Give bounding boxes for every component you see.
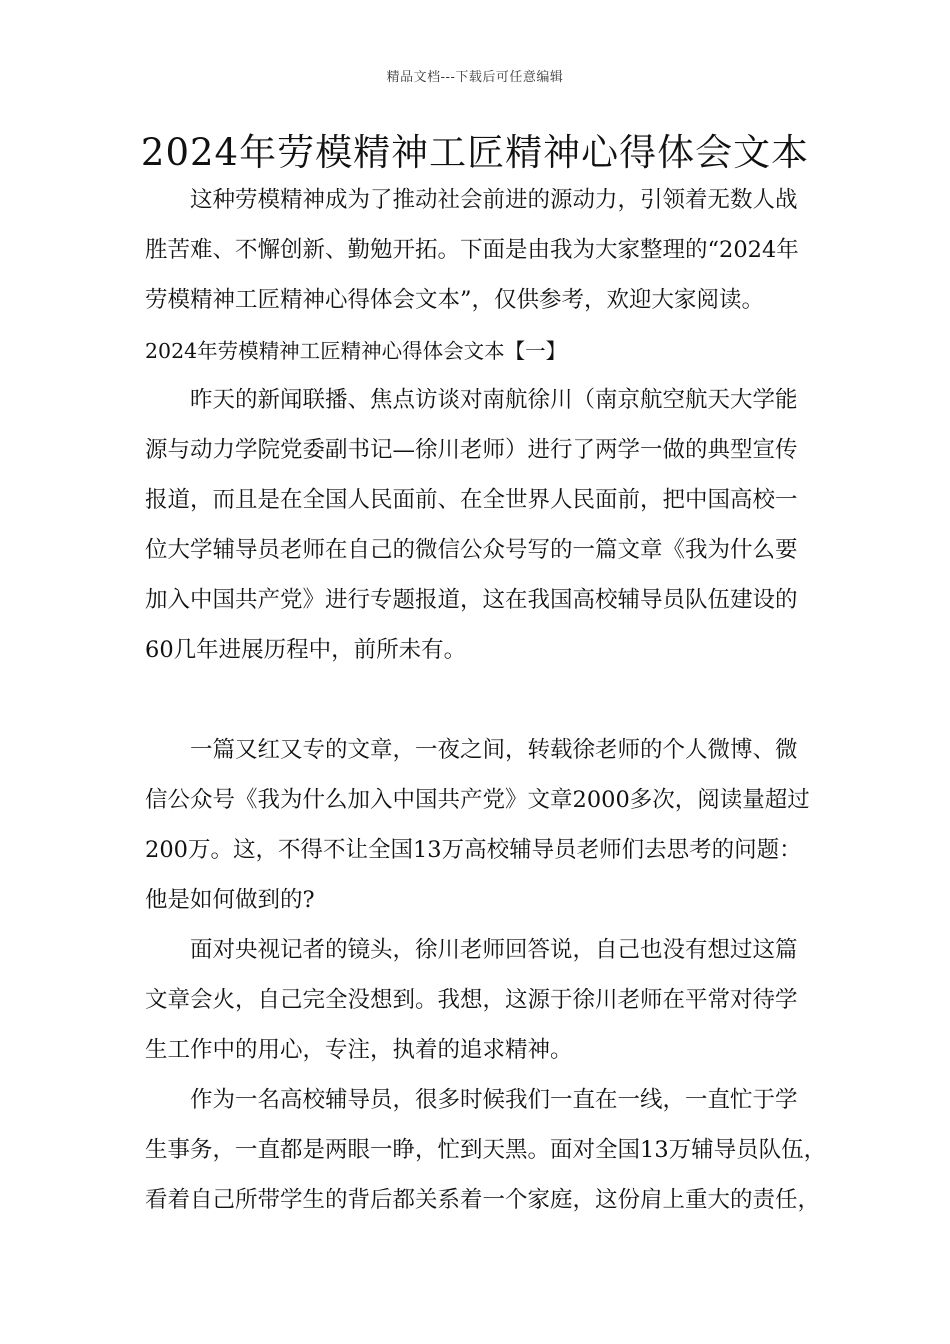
para1-line-6: 60几年进展历程中，前所未有。 (145, 637, 467, 663)
para4-line-2: 生事务，一直都是两眼一睁，忙到天黑。面对全国13万辅导员队伍， (145, 1137, 827, 1163)
para2-line-2: 信公众号《我为什么加入中国共产党》文章2000多次，阅读量超过 (145, 787, 810, 813)
para3-line-3: 生工作中的用心，专注，执着的追求精神。 (145, 1037, 573, 1063)
para3-line-2: 文章会火，自己完全没想到。我想，这源于徐川老师在平常对待学 (145, 987, 798, 1013)
para4-line-1: 作为一名高校辅导员，很多时候我们一直在一线，一直忙于学 (190, 1087, 798, 1113)
intro-line-1: 这种劳模精神成为了推动社会前进的源动力，引领着无数人战 (190, 187, 798, 213)
intro-line-3: 劳模精神工匠精神心得体会文本”，仅供参考，欢迎大家阅读。 (145, 287, 765, 313)
para1-line-3: 报道，而且是在全国人民面前、在全世界人民面前，把中国高校一 (145, 487, 798, 513)
para1-line-4: 位大学辅导员老师在自己的微信公众号写的一篇文章《我为什么要 (145, 537, 798, 563)
para1-line-5: 加入中国共产党》进行专题报道，这在我国高校辅导员队伍建设的 (145, 587, 798, 613)
intro-line-2: 胜苦难、不懈创新、勤勉开拓。下面是由我为大家整理的“2024年 (145, 237, 799, 263)
para2-line-4: 他是如何做到的? (145, 887, 315, 913)
para2-line-3: 200万。这，不得不让全国13万高校辅导员老师们去思考的问题： (145, 837, 802, 863)
document-title: 2024年劳模精神工匠精神心得体会文本 (140, 131, 810, 174)
para4-line-3: 看着自己所带学生的背后都关系着一个家庭，这份肩上重大的责任， (145, 1187, 821, 1213)
para1-line-2: 源与动力学院党委副书记—徐川老师）进行了两学一做的典型宣传 (145, 437, 798, 463)
section-heading-1: 2024年劳模精神工匠精神心得体会文本【一】 (145, 339, 567, 363)
para2-line-1: 一篇又红又专的文章，一夜之间，转载徐老师的个人微博、微 (190, 737, 798, 763)
para3-line-1: 面对央视记者的镜头，徐川老师回答说，自己也没有想过这篇 (190, 937, 798, 963)
para1-line-1: 昨天的新闻联播、焦点访谈对南航徐川（南京航空航天大学能 (190, 387, 798, 413)
header-note: 精品文档---下载后可任意编辑 (386, 70, 564, 85)
